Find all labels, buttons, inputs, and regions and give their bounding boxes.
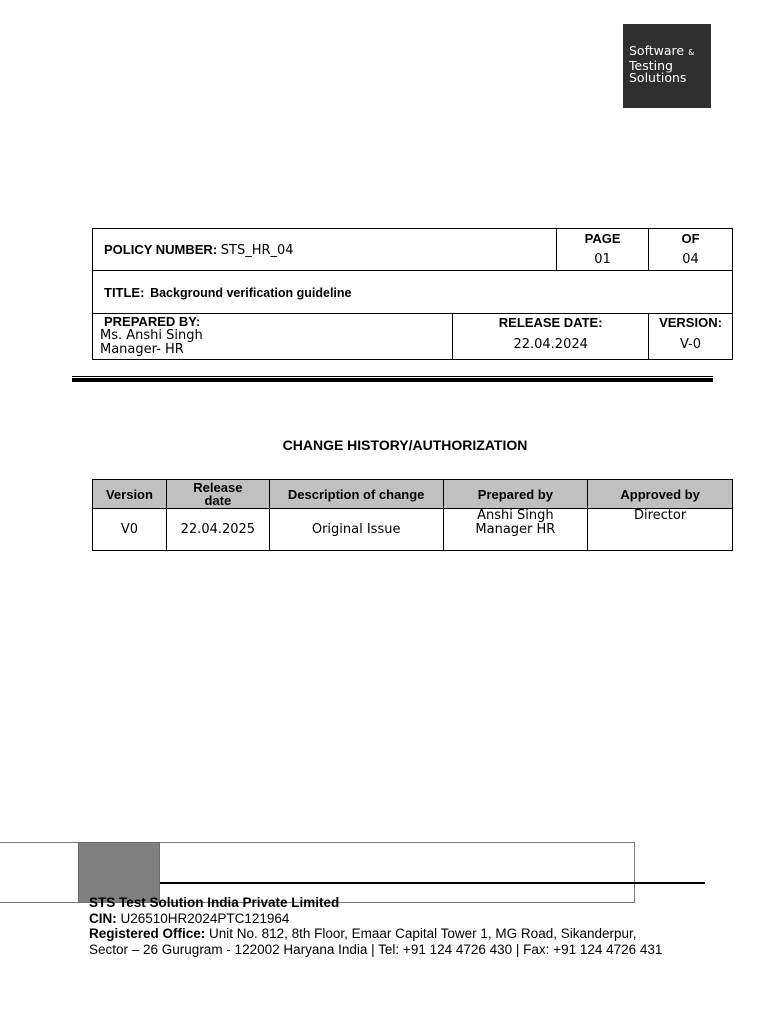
divider-thick <box>72 378 713 382</box>
cell-prepared-by-name: Anshi Singh <box>477 508 554 523</box>
col-header-version: Version <box>93 480 167 509</box>
of-label: OF <box>681 230 700 246</box>
policy-number-cell <box>93 229 557 271</box>
version-cell <box>649 314 733 360</box>
logo-ampersand: & <box>688 48 695 57</box>
logo-text-software: Software <box>629 43 685 58</box>
of-value: 04 <box>682 251 699 267</box>
footer-rule <box>160 882 705 884</box>
page-cell <box>557 229 649 271</box>
version-label: VERSION: <box>659 315 722 330</box>
footer-address <box>89 895 662 957</box>
policy-number-value: STS_HR_04 <box>220 242 294 258</box>
prepared-by-cell <box>93 314 453 360</box>
footer-office <box>89 926 662 942</box>
cell-release-date: 22.04.2025 <box>166 509 269 551</box>
release-date-cell <box>453 314 649 360</box>
policy-number-label: POLICY NUMBER: <box>104 241 218 257</box>
col-header-release-line1: Release <box>193 480 243 495</box>
footer-office-line2: Sector – 26 Gurugram - 122002 Haryana India | Tel: +91 124 4726 430 | Fax: +91 124 4726 431 <box>89 941 663 957</box>
company-logo <box>623 24 711 108</box>
of-cell <box>649 229 733 271</box>
version-value: V-0 <box>679 337 702 352</box>
footer-grey-block <box>78 842 160 903</box>
cell-description: Original Issue <box>269 509 443 551</box>
footer-cin-value: U26510HR2024PTC121964 <box>120 910 290 926</box>
footer-cin-label: CIN: <box>89 910 117 926</box>
change-history-table <box>92 479 733 551</box>
cell-approved-by: Director <box>588 509 733 551</box>
release-date-label: RELEASE DATE: <box>498 315 603 330</box>
change-history-title: CHANGE HISTORY/AUTHORIZATION <box>282 437 528 453</box>
footer-office-label: Registered Office: <box>89 926 206 941</box>
cell-prepared-by <box>443 509 588 551</box>
footer-office-line1: Unit No. 812, 8th Floor, Emaar Capital Tower 1, MG Road, Sikanderpur, <box>209 926 637 941</box>
prepared-by-role: Manager- HR <box>100 342 184 357</box>
table-row <box>93 509 733 551</box>
release-date-value: 22.04.2024 <box>513 337 588 352</box>
logo-text-solutions: Solutions <box>629 70 687 85</box>
col-header-release-date <box>166 480 269 509</box>
title-cell <box>93 271 733 314</box>
title-value: Background verification guideline <box>150 285 352 300</box>
title-label: TITLE: <box>104 284 145 300</box>
table-header-row <box>93 480 733 509</box>
logo-text-testing: Testing <box>629 57 673 73</box>
footer-cin <box>89 911 662 927</box>
page-value: 01 <box>594 251 611 267</box>
footer-company-name: STS Test Solution India Private Limited <box>89 895 340 910</box>
policy-header-table <box>92 228 733 360</box>
prepared-by-name: Ms. Anshi Singh <box>100 328 203 343</box>
col-header-prepared-by: Prepared by <box>443 480 588 509</box>
col-header-description: Description of change <box>269 480 443 509</box>
col-header-release-line2: date <box>204 493 232 508</box>
col-header-approved-by: Approved by <box>588 480 733 509</box>
cell-version: V0 <box>93 509 167 551</box>
cell-prepared-by-role: Manager HR <box>475 522 556 537</box>
prepared-by-label: PREPARED BY: <box>104 314 201 329</box>
page-label: PAGE <box>584 230 621 246</box>
divider-thin <box>72 376 713 377</box>
